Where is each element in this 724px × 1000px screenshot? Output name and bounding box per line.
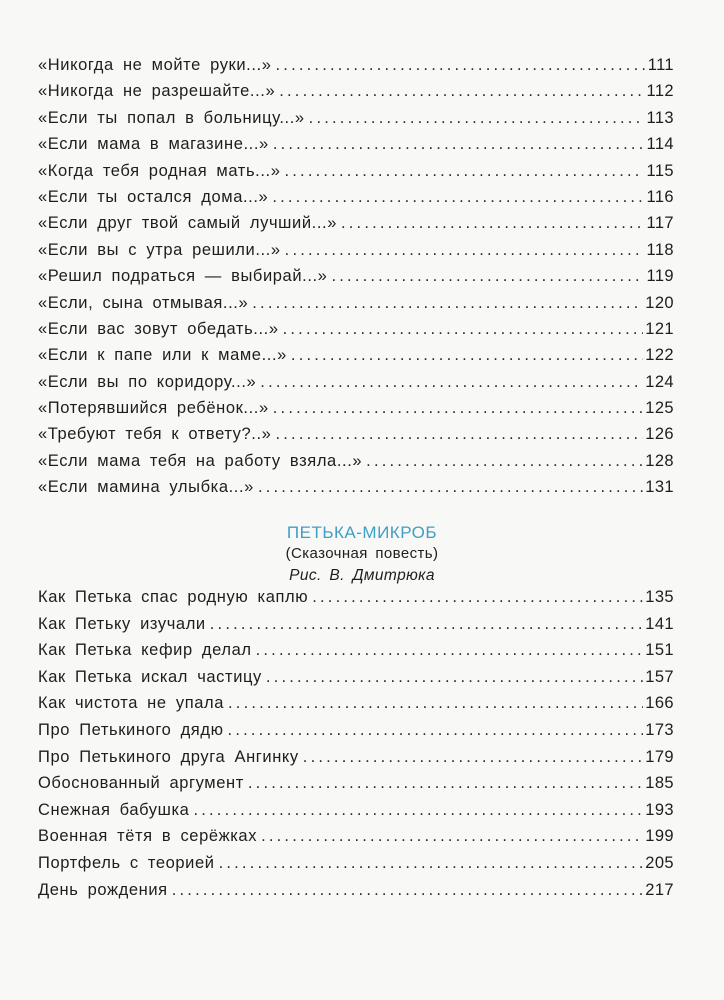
toc-entry-title: «Если к папе или к маме...» [38, 346, 287, 365]
toc-entry-page-number: 217 [645, 880, 674, 899]
toc-entry-page-number: 128 [645, 451, 674, 470]
dot-leader [276, 56, 646, 75]
toc-entry [38, 214, 674, 240]
toc-entry-page-number: 124 [645, 372, 674, 391]
dot-leader [331, 267, 644, 286]
toc-entry-title: Портфель с теорией [38, 853, 215, 872]
toc-entry-page-number: 118 [646, 240, 674, 259]
dot-leader [309, 109, 645, 128]
toc-entry [38, 162, 674, 188]
toc-entry [38, 588, 674, 615]
dot-leader [228, 721, 644, 740]
toc-entry-title: Обоснованный аргумент [38, 774, 244, 793]
toc-entry [38, 56, 674, 82]
toc-entry [38, 615, 674, 642]
toc-entry-page-number: 157 [645, 667, 674, 686]
toc-entry [38, 854, 674, 881]
toc-entry-page-number: 120 [645, 293, 674, 312]
toc-entry-page-number: 205 [645, 853, 674, 872]
toc-entry-page-number: 193 [645, 800, 674, 819]
dot-leader [219, 854, 644, 873]
dot-leader [341, 214, 645, 233]
toc-entry-title: Про Петькиного дядю [38, 720, 224, 739]
toc-entry-page-number: 122 [645, 346, 674, 365]
toc-entry-title: «Когда тебя родная мать...» [38, 161, 281, 180]
toc-entry-title: Как Петька искал частицу [38, 667, 262, 686]
dot-leader [291, 346, 643, 365]
dot-leader [228, 694, 643, 713]
section-illustrator: Рис. В. Дмитрюка [289, 567, 435, 584]
dot-leader [279, 82, 644, 101]
toc-entry-title: Военная тётя в серёжках [38, 827, 258, 846]
toc-entry [38, 641, 674, 668]
toc-entry-page-number: 179 [645, 747, 674, 766]
toc-entry [38, 346, 674, 372]
toc-entry-page-number: 126 [645, 425, 674, 444]
toc-entry-page-number: 113 [646, 108, 674, 127]
toc-entry [38, 881, 674, 908]
dot-leader [284, 162, 644, 181]
dot-leader [312, 588, 643, 607]
toc-entry-title: Как чистота не упала [38, 694, 225, 713]
toc-entry-page-number: 141 [645, 614, 674, 633]
toc-entry [38, 721, 674, 748]
dot-leader [275, 425, 643, 444]
toc-entry [38, 294, 674, 320]
toc-list-poems [38, 56, 674, 505]
section-subtitle: (Сказочная повесть) [285, 545, 439, 562]
toc-entry [38, 135, 674, 161]
toc-entry-title: «Потерявшийся ребёнок...» [38, 399, 269, 418]
toc-entry [38, 452, 674, 478]
toc-entry-page-number: 121 [645, 319, 674, 338]
toc-entry-page-number: 135 [645, 588, 674, 606]
toc-entry [38, 801, 674, 828]
toc-entry-page-number: 111 [647, 56, 674, 74]
dot-leader [261, 827, 643, 846]
dot-leader [273, 399, 644, 418]
toc-entry-title: «Если вы по коридору...» [38, 372, 257, 391]
toc-entry-title: «Если ты остался дома...» [38, 187, 269, 206]
toc-entry-title: «Если друг твой самый лучший...» [38, 214, 337, 233]
toc-entry-title: Как Петьку изучали [38, 614, 206, 633]
toc-entry-title: «Никогда не мойте руки...» [38, 56, 272, 74]
toc-entry-page-number: 185 [645, 774, 674, 793]
toc-entry-page-number: 173 [645, 720, 674, 739]
toc-entry-title: «Если мамина улыбка...» [38, 478, 254, 497]
toc-entry-title: «Если, сына отмывая...» [38, 293, 249, 312]
toc-entry [38, 748, 674, 775]
toc-entry [38, 320, 674, 346]
dot-leader [258, 478, 643, 497]
toc-entry-page-number: 116 [646, 187, 674, 206]
dot-leader [256, 641, 644, 660]
dot-leader [248, 774, 643, 793]
toc-entry [38, 668, 674, 695]
dot-leader [272, 188, 644, 207]
toc-entry-page-number: 114 [646, 135, 674, 154]
toc-entry-title: «Если вы с утра решили...» [38, 240, 281, 259]
toc-entry-title: Про Петькиного друга Ангинку [38, 747, 299, 766]
toc-entry-page-number: 115 [646, 161, 674, 180]
toc-entry [38, 827, 674, 854]
toc-entry-title: Снежная бабушка [38, 800, 190, 819]
dot-leader [283, 320, 644, 339]
toc-entry-page-number: 131 [645, 478, 674, 497]
dot-leader [303, 748, 643, 767]
toc-entry [38, 425, 674, 451]
toc-entry-page-number: 166 [645, 694, 674, 713]
toc-entry-title: День рождения [38, 880, 168, 899]
toc-entry-title: «Если вас зовут обедать...» [38, 319, 279, 338]
toc-entry [38, 478, 674, 504]
toc-entry [38, 399, 674, 425]
toc-entry-page-number: 112 [646, 82, 674, 101]
dot-leader [210, 615, 644, 634]
toc-entry [38, 774, 674, 801]
toc-entry-title: «Никогда не разрешайте...» [38, 82, 276, 101]
toc-entry [38, 188, 674, 214]
toc-entry-page-number: 117 [646, 214, 674, 233]
dot-leader [193, 801, 643, 820]
toc-entry [38, 82, 674, 108]
toc-entry-title: Как Петька спас родную каплю [38, 588, 309, 606]
dot-leader [252, 294, 643, 313]
toc-entry [38, 373, 674, 399]
toc-entry-title: «Требуют тебя к ответу?..» [38, 425, 272, 444]
toc-entry-title: «Решил подраться — выбирай...» [38, 267, 328, 286]
toc-entry [38, 241, 674, 267]
dot-leader [273, 135, 645, 154]
dot-leader [260, 373, 643, 392]
toc-entry-title: Как Петька кефир делал [38, 641, 252, 660]
dot-leader [366, 452, 643, 471]
toc-entry [38, 267, 674, 293]
toc-list-story-chapters [38, 588, 674, 907]
dot-leader [266, 668, 643, 687]
toc-entry-page-number: 119 [646, 267, 674, 286]
toc-entry [38, 694, 674, 721]
toc-entry-title: «Если мама тебя на работу взяла...» [38, 451, 363, 470]
toc-entry-page-number: 125 [645, 399, 674, 418]
toc-entry-page-number: 151 [645, 641, 674, 660]
dot-leader [172, 881, 644, 900]
toc-entry-title: «Если ты попал в больницу...» [38, 108, 305, 127]
section-title: ПЕТЬКА-МИКРОБ [286, 523, 438, 542]
toc-entry [38, 109, 674, 135]
toc-entry-page-number: 199 [645, 827, 674, 846]
toc-entry-title: «Если мама в магазине...» [38, 135, 269, 154]
dot-leader [285, 241, 645, 260]
